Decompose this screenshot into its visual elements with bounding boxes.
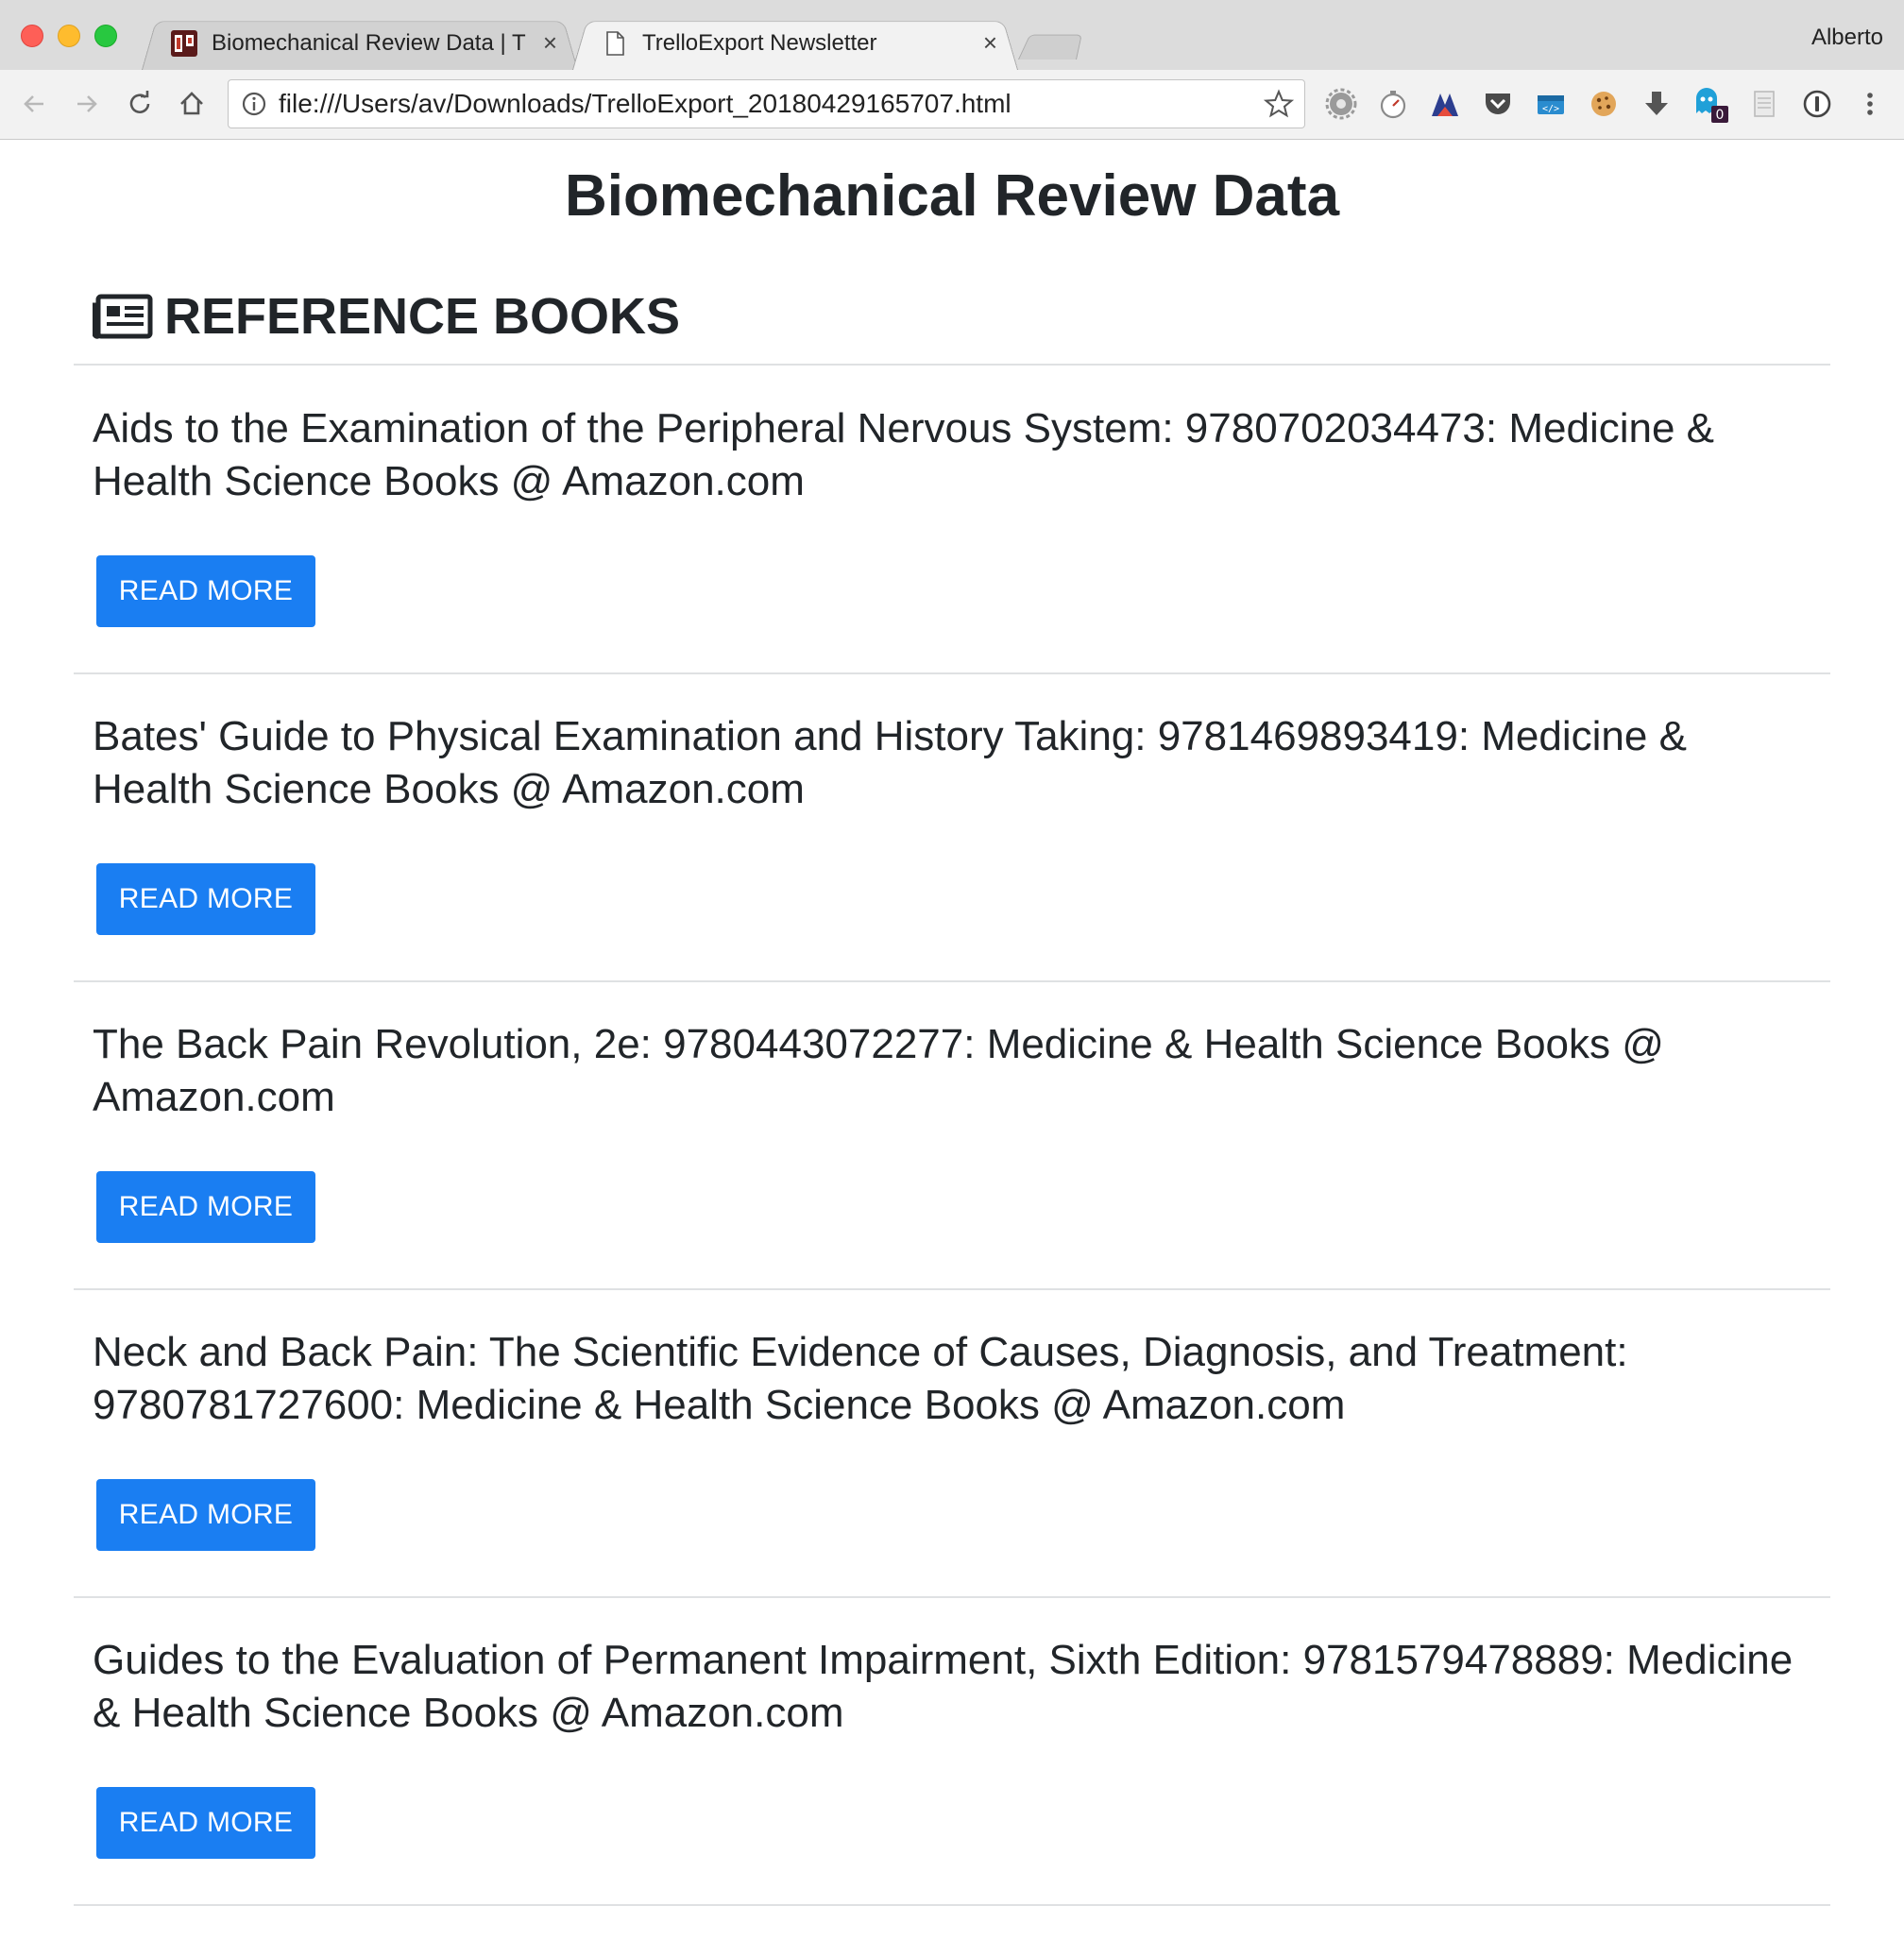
- address-bar[interactable]: [228, 79, 1305, 128]
- info-icon[interactable]: [241, 91, 267, 117]
- close-window-button[interactable]: [21, 25, 43, 47]
- book-card: [74, 366, 1830, 674]
- zoom-window-button[interactable]: [94, 25, 117, 47]
- tab-title: Biomechanical Review Data | T: [212, 29, 526, 56]
- section-divider: [74, 364, 1830, 366]
- book-card: [74, 674, 1830, 982]
- newspaper-icon: [93, 294, 153, 339]
- read-more-button[interactable]: READ MORE: [96, 1171, 315, 1243]
- home-button[interactable]: [173, 85, 211, 123]
- pocket-icon[interactable]: [1479, 85, 1517, 123]
- cookie-icon[interactable]: [1585, 85, 1623, 123]
- book-title: Bates' Guide to Physical Examination and History Taking: 9781469893419: Medicine & Health Science Books @ Amazon.com: [93, 713, 1687, 812]
- trello-export-icon: [170, 29, 198, 58]
- browser-tab-strip: [0, 0, 1904, 70]
- wappalyzer-icon[interactable]: [1426, 85, 1464, 123]
- svg-text:</>: </>: [1541, 104, 1560, 114]
- book-card: [74, 1598, 1830, 1906]
- menu-dots-icon[interactable]: [1851, 85, 1889, 123]
- tab-close-icon[interactable]: ×: [982, 28, 997, 57]
- forward-button[interactable]: [68, 85, 106, 123]
- browser-toolbar: [0, 70, 1904, 140]
- arrow-right-icon: [72, 89, 102, 119]
- book-card: [74, 1290, 1830, 1598]
- book-title: Aids to the Examination of the Peripheral Nervous System: 9780702034473: Medicine & Health Science Books @ Amazon.com: [93, 405, 1715, 504]
- tab-trelloexport-newsletter[interactable]: [572, 16, 1018, 70]
- tab-title: TrelloExport Newsletter: [642, 29, 877, 56]
- section-header: [93, 283, 680, 349]
- arrow-left-icon: [19, 89, 49, 119]
- book-title: The Back Pain Revolution, 2e: 9780443072277: Medicine & Health Science Books @ Amazon.com: [93, 1021, 1664, 1120]
- download-icon[interactable]: [1638, 85, 1675, 123]
- window-controls: [21, 25, 117, 47]
- file-icon: [601, 29, 629, 58]
- read-more-button[interactable]: READ MORE: [96, 863, 315, 935]
- tab-close-icon[interactable]: ×: [542, 28, 557, 57]
- onepassword-icon[interactable]: [1798, 85, 1836, 123]
- new-tab-button[interactable]: [1018, 35, 1082, 60]
- read-more-button[interactable]: READ MORE: [96, 1787, 315, 1859]
- read-more-button[interactable]: READ MORE: [96, 1479, 315, 1551]
- settings-gear-icon[interactable]: [1322, 85, 1360, 123]
- book-title: Neck and Back Pain: The Scientific Evidence of Causes, Diagnosis, and Treatment: 9780781727600: Medicine & Health Science Books @ Amazon.com: [93, 1329, 1628, 1428]
- book-card: [74, 982, 1830, 1290]
- back-button[interactable]: [15, 85, 53, 123]
- read-more-button[interactable]: READ MORE: [96, 555, 315, 627]
- ghostery-badge-count: 0: [1715, 108, 1725, 123]
- bookmark-star-icon[interactable]: [1263, 88, 1295, 120]
- book-title: Guides to the Evaluation of Permanent Impairment, Sixth Edition: 9781579478889: Medicine & Health Science Books @ Amazon.com: [93, 1637, 1794, 1736]
- reload-button[interactable]: [121, 85, 159, 123]
- page-title: Biomechanical Review Data: [564, 163, 1340, 229]
- url-text[interactable]: file:///Users/av/Downloads/TrelloExport_20180429165707.html: [279, 89, 1012, 118]
- section-title: REFERENCE BOOKS: [164, 288, 681, 345]
- profile-name[interactable]: Alberto: [1810, 25, 1883, 50]
- stopwatch-icon[interactable]: [1374, 85, 1412, 123]
- reader-icon[interactable]: [1745, 85, 1783, 123]
- reload-icon: [125, 89, 155, 119]
- minimize-window-button[interactable]: [58, 25, 80, 47]
- web-developer-icon[interactable]: [1532, 85, 1570, 123]
- home-icon: [177, 89, 207, 119]
- tab-biomechanical-review[interactable]: [142, 16, 578, 70]
- card-list: [74, 366, 1830, 1906]
- ghostery-icon[interactable]: [1691, 85, 1728, 123]
